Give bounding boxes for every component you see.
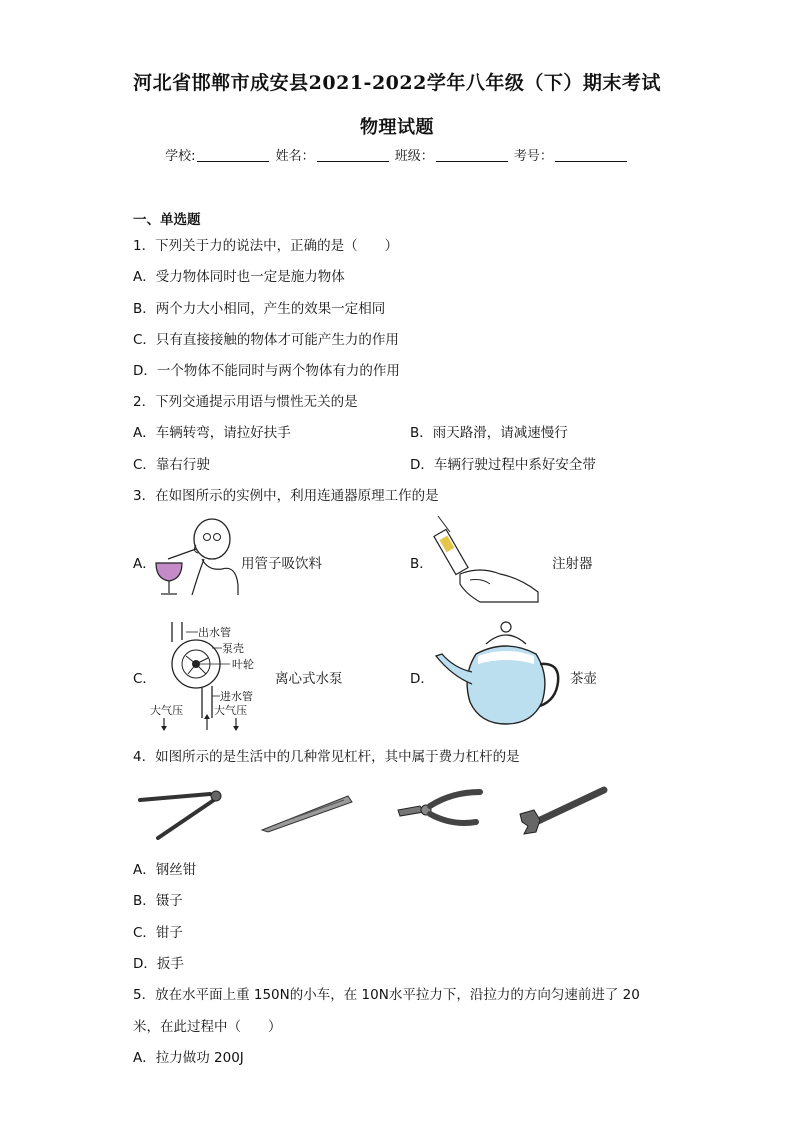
q3-option-c-letter: C． [133, 671, 156, 687]
name-label: 姓名： [275, 149, 315, 164]
q3-stem: 3．在如图所示的实例中，利用连通器原理工作的是 [133, 488, 439, 504]
q1-option-b: B．两个力大小相同，产生的效果一定相同 [133, 301, 386, 317]
q3-option-d-text: 茶壶 [570, 671, 597, 687]
q4-option-d: D．扳手 [133, 956, 184, 972]
title-line-1: 河北省邯郸市成安县2021-2022学年八年级（下）期末考试 [133, 72, 661, 94]
school-label: 学校: [165, 149, 196, 164]
q3-option-b-letter: B． [410, 556, 433, 572]
q2-option-a: A．车辆转弯，请拉好扶手 [133, 425, 291, 441]
class-label: 班级： [394, 149, 434, 164]
pump-label-inlet: 进水管 [220, 690, 253, 703]
q1-option-a: A．受力物体同时也一定是施力物体 [133, 269, 345, 285]
centrifugal-pump-figure [150, 618, 270, 732]
q5-stem-line-1: 5．放在水平面上重 150N的小车，在 10N水平拉力下，沿拉力的方向匀速前进了 20 [133, 987, 640, 1003]
teapot-figure [432, 620, 562, 726]
q3-option-b-text: 注射器 [552, 556, 593, 572]
q2-option-c: C．靠右行驶 [133, 457, 210, 473]
q5-option-a: A．拉力做功 200J [133, 1050, 244, 1066]
pliers-figure [394, 786, 486, 830]
title-line-2: 物理试题 [360, 117, 434, 138]
pump-label-impeller: 叶轮 [232, 658, 254, 671]
q5-stem-line-2: 米，在此过程中（ ） [133, 1019, 282, 1035]
q3-option-a-text: 用管子吸饮料 [241, 556, 322, 572]
name-blank[interactable] [317, 149, 389, 162]
wrench-figure [516, 784, 612, 836]
q4-option-c: C．钳子 [133, 925, 183, 941]
drinking-straw-figure [152, 515, 240, 597]
wire-cutter-figure [136, 786, 226, 842]
pump-label-outlet: 出水管 [198, 626, 231, 639]
syringe-figure [430, 514, 540, 602]
pump-label-air-left: 大气压 [150, 704, 183, 717]
school-blank[interactable] [197, 149, 269, 162]
q2-option-d: D．车辆行驶过程中系好安全带 [410, 457, 596, 473]
q3-option-c-text: 离心式水泵 [275, 671, 343, 687]
pump-label-shell: 泵壳 [222, 642, 244, 655]
q4-stem: 4．如图所示的是生活中的几种常见杠杆，其中属于费力杠杆的是 [133, 749, 520, 765]
section-heading: 一、单选题 [133, 212, 201, 228]
q2-option-b: B．雨天路滑，请减速慢行 [410, 425, 568, 441]
q1-stem: 1．下列关于力的说法中，正确的是（ ） [133, 238, 399, 254]
number-label: 考号： [513, 149, 553, 164]
q4-option-a: A．钢丝钳 [133, 862, 197, 878]
student-info-row [0, 145, 794, 164]
q1-option-c: C．只有直接接触的物体才可能产生力的作用 [133, 332, 399, 348]
q3-option-a-letter: A． [133, 556, 156, 572]
q1-option-d: D．一个物体不能同时与两个物体有力的作用 [133, 363, 400, 379]
q4-option-b: B．镊子 [133, 893, 183, 909]
q2-stem: 2．下列交通提示用语与惯性无关的是 [133, 394, 358, 410]
pump-label-air-right: 大气压 [214, 704, 247, 717]
q3-option-d-letter: D． [410, 671, 434, 687]
tweezers-figure [258, 792, 354, 834]
number-blank[interactable] [555, 149, 627, 162]
class-blank[interactable] [436, 149, 508, 162]
